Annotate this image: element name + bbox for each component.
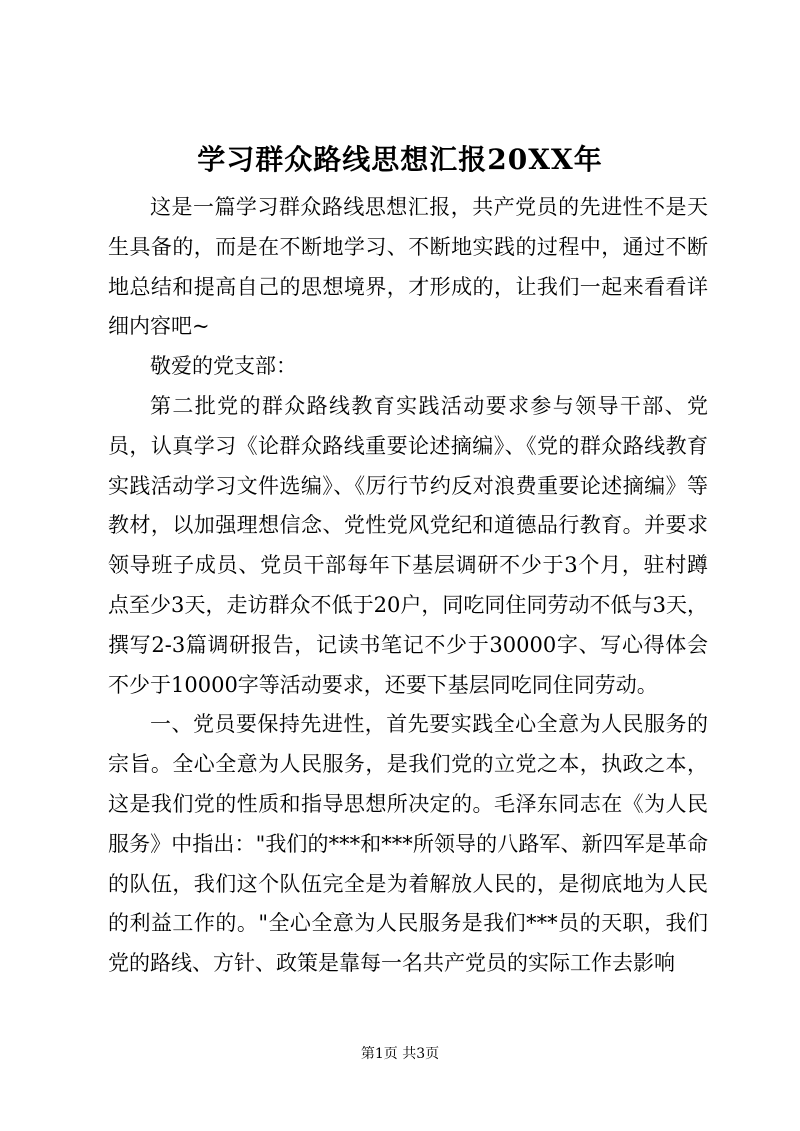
paragraph-salutation: 敬爱的党支部：	[150, 354, 297, 379]
page-footer: 第1页 共3页	[360, 1046, 440, 1062]
paragraph-section-one: 一、党员要保持先进性，首先要实践全心全意为人民服务的宗旨。全心全意为人民服务，是我们党的立党之本，执政之本，这是我们党的性质和指导思想所决定的。毛泽东同志在《为人民服务》中指出："我们的***和***所领导的八路军、新四军是革命的队伍，我们这个队伍完全是为着解放人民的，是彻底地为人民的利益工作的。"全心全意为人民服务是我们***员的天职，我们党的路线、方针、政策是靠每一名共产党员的实际工作去影响	[108, 712, 708, 976]
document-body	[108, 188, 708, 984]
paragraph-intro: 这是一篇学习群众路线思想汇报，共产党员的先进性不是天生具备的，而是在不断地学习、不断地实践的过程中，通过不断地总结和提高自己的思想境界，才形成的，让我们一起来看看详细内容吧~	[108, 195, 708, 339]
document-title: 学习群众路线思想汇报20XX年	[197, 143, 603, 176]
paragraph-requirements: 第二批党的群众路线教育实践活动要求参与领导干部、党员，认真学习《论群众路线重要论述摘编》、《党的群众路线教育实践活动学习文件选编》、《厉行节约反对浪费重要论述摘编》等教材，以加强理想信念、党性党风党纪和道德品行教育。并要求领导班子成员、党员干部每年下基层调研不少于3个月，驻村蹲点至少3天，走访群众不低于20户，同吃同住同劳动不低与3天，撰写2-3篇调研报告，记读书笔记不少于30000字、写心得体会不少于10000字等活动要求，还要下基层同吃同住同劳动。	[108, 393, 708, 697]
